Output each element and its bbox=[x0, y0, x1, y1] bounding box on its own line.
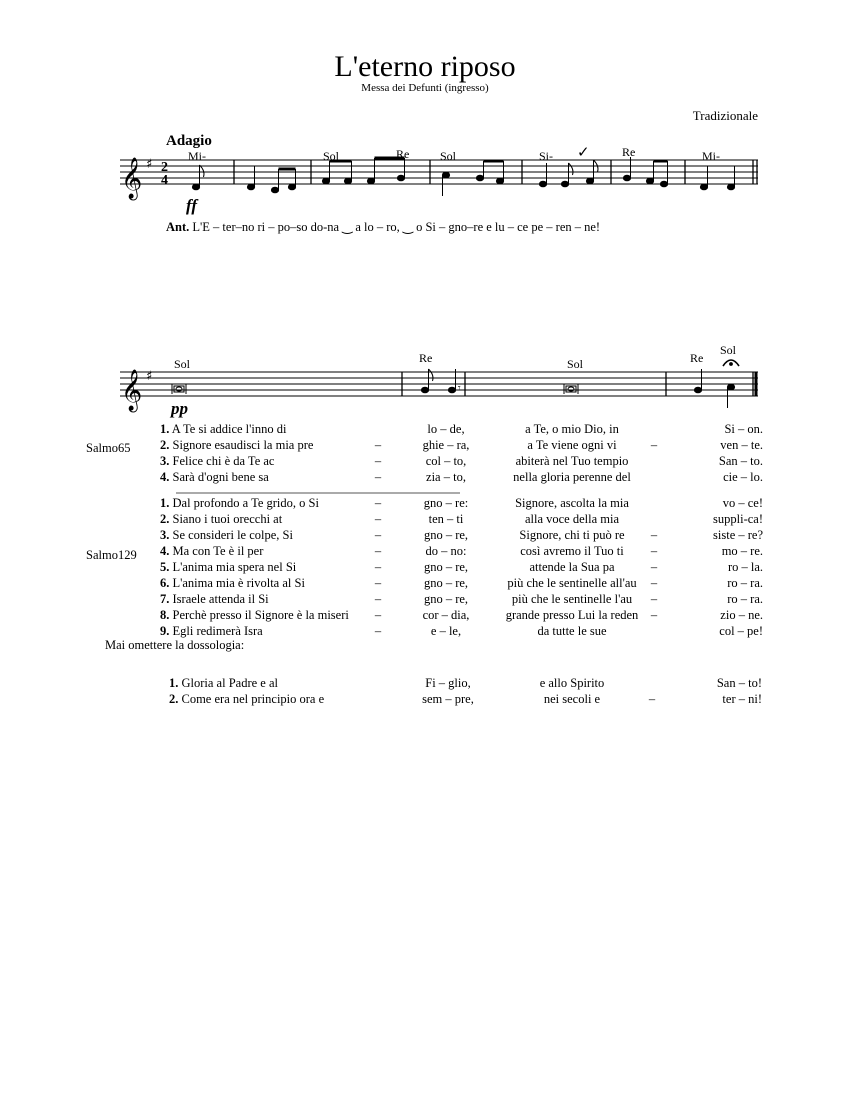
breath-mark-icon: ✓ bbox=[577, 143, 590, 161]
verse-text-a: 2. Come era nel principio ora e bbox=[169, 692, 325, 706]
hyphen: – bbox=[374, 624, 382, 638]
hyphen: – bbox=[374, 438, 382, 452]
verse-text-a: 9. Egli redimerà Isra bbox=[160, 624, 263, 638]
verse-text-a: 1. A Te si addice l'inno di bbox=[160, 422, 287, 436]
verse-text-c: a Te viene ogni vi bbox=[527, 438, 617, 452]
hyphen: – bbox=[374, 470, 382, 484]
verse-text-a: 3. Se consideri le colpe, Si bbox=[160, 528, 293, 542]
chord-symbol: Re bbox=[622, 145, 636, 159]
hyphen: – bbox=[374, 528, 382, 542]
verse-text-b: gno – re, bbox=[423, 576, 469, 590]
chord-symbol: Mi- bbox=[188, 149, 206, 163]
verse-text-b: gno – re, bbox=[423, 592, 469, 606]
verse-text-c: più che le sentinelle all'au bbox=[507, 576, 637, 590]
hyphen: – bbox=[650, 528, 658, 542]
lyrics-label: Ant. bbox=[166, 220, 190, 234]
verse-text-b: gno – re, bbox=[423, 560, 469, 574]
score-subtitle: Messa dei Defunti (ingresso) bbox=[361, 82, 489, 94]
verse-text-a: 4. Sarà d'ogni bene sa bbox=[160, 470, 269, 484]
hyphen: – bbox=[648, 692, 656, 706]
verse-text-d: San – to! bbox=[716, 676, 762, 690]
verse-text-b: ten – ti bbox=[428, 512, 464, 526]
verse-text-b: do – no: bbox=[425, 544, 467, 558]
svg-text:𝄞: 𝄞 bbox=[121, 370, 143, 411]
chord-symbol: Sol bbox=[323, 149, 340, 163]
verse-text-a: 1. Dal profondo a Te grido, o Si bbox=[160, 496, 319, 510]
verse-text-a: 8. Perchè presso il Signore è la miseri bbox=[160, 608, 349, 622]
verse-text-b: zia – to, bbox=[426, 470, 466, 484]
hyphen: – bbox=[650, 438, 658, 452]
verse-text-c: nella gloria perenne del bbox=[513, 470, 631, 484]
verse-text-d: ro – ra. bbox=[727, 576, 763, 590]
verse-text-d: col – pe! bbox=[719, 624, 763, 638]
hyphen: – bbox=[650, 576, 658, 590]
lyrics-line bbox=[166, 219, 600, 235]
hyphen: – bbox=[650, 560, 658, 574]
hyphen: – bbox=[374, 576, 382, 590]
chord-symbol: Re bbox=[419, 351, 433, 365]
psalm-label: Salmo129 bbox=[86, 548, 137, 562]
verse-text-a: 6. L'anima mia è rivolta al Si bbox=[160, 576, 305, 590]
verse-text-c: abiterà nel Tuo tempio bbox=[515, 454, 629, 468]
hyphen: – bbox=[374, 592, 382, 606]
chord-symbol: Sol bbox=[174, 357, 191, 371]
hyphen: – bbox=[374, 512, 382, 526]
verse-text-a: 1. Gloria al Padre e al bbox=[169, 676, 278, 690]
verse-text-b: gno – re: bbox=[423, 496, 469, 510]
verse-text-a: 4. Ma con Te è il per bbox=[160, 544, 264, 558]
verse-text-c: attende la Sua pa bbox=[529, 560, 615, 574]
svg-text:♯: ♯ bbox=[146, 369, 153, 384]
psalm-label: Salmo65 bbox=[86, 441, 131, 455]
chord-symbol: Re bbox=[690, 351, 704, 365]
verse-text-b: lo – de, bbox=[427, 422, 465, 436]
chord-symbol: Sol bbox=[567, 357, 584, 371]
verse-text-a: 2. Signore esaudisci la mia pre bbox=[160, 438, 314, 452]
verse-text-b: e – le, bbox=[430, 624, 462, 638]
dynamic-pp: pp bbox=[171, 399, 188, 418]
verse-text-b: col – to, bbox=[425, 454, 467, 468]
svg-text:4: 4 bbox=[161, 173, 168, 188]
verse-text-b: ghie – ra, bbox=[422, 438, 470, 452]
verse-text-d: ter – ni! bbox=[722, 692, 762, 706]
verse-text-b: Fi – glio, bbox=[425, 676, 471, 690]
verse-text-d: mo – re. bbox=[721, 544, 763, 558]
verse-text-d: ro – la. bbox=[727, 560, 763, 574]
verse-text-b: cor – dia, bbox=[422, 608, 470, 622]
verse-text-c: da tutte le sue bbox=[537, 624, 607, 638]
hyphen: – bbox=[374, 496, 382, 510]
dynamic-ff: ff bbox=[186, 196, 198, 215]
verse-text-c: così avremo il Tuo ti bbox=[520, 544, 624, 558]
hyphen: – bbox=[374, 544, 382, 558]
hyphen: – bbox=[374, 560, 382, 574]
svg-text:2: 2 bbox=[161, 160, 168, 175]
verse-text-d: Si – on. bbox=[724, 422, 763, 436]
chord-symbol: Si- bbox=[539, 149, 554, 163]
verse-text-c: Signore, ascolta la mia bbox=[515, 496, 629, 510]
verse-text-d: vo – ce! bbox=[722, 496, 763, 510]
verse-text-d: San – to. bbox=[718, 454, 763, 468]
hyphen: – bbox=[374, 608, 382, 622]
tempo-marking: Adagio bbox=[166, 133, 212, 149]
svg-text:♯: ♯ bbox=[146, 157, 153, 172]
verse-text-c: più che le sentinelle l'au bbox=[511, 592, 633, 606]
verse-text-d: cie – lo. bbox=[723, 470, 763, 484]
verse-text-c: e allo Spirito bbox=[539, 676, 605, 690]
chord-symbol: Re bbox=[396, 147, 410, 161]
svg-text:𝄾: 𝄾 bbox=[458, 383, 461, 394]
hyphen: – bbox=[650, 608, 658, 622]
verse-text-a: 5. L'anima mia spera nel Si bbox=[160, 560, 297, 574]
verse-text-d: ro – ra. bbox=[727, 592, 763, 606]
svg-text:𝄞: 𝄞 bbox=[121, 158, 143, 199]
antiphon-lyrics: L'E – ter–no ri – po–so do-na ‿ a lo – ro, ‿ o Si – gno–re e lu – ce pe – ren – ne! bbox=[192, 220, 601, 234]
hyphen: – bbox=[374, 454, 382, 468]
verse-text-b: sem – pre, bbox=[422, 692, 474, 706]
doxology-note: Mai omettere la dossologia: bbox=[105, 638, 245, 652]
chord-symbol: Mi- bbox=[702, 149, 720, 163]
verse-text-a: 3. Felice chi è da Te ac bbox=[160, 454, 275, 468]
verse-text-c: alla voce della mia bbox=[524, 512, 620, 526]
chord-symbol: Sol bbox=[720, 343, 737, 357]
chord-symbol: Sol bbox=[440, 149, 457, 163]
verse-text-d: siste – re? bbox=[713, 528, 763, 542]
verse-text-d: ven – te. bbox=[720, 438, 763, 452]
verse-text-c: nei secoli e bbox=[543, 692, 601, 706]
verse-text-c: grande presso Lui la reden bbox=[505, 608, 639, 622]
hyphen: – bbox=[650, 544, 658, 558]
verse-text-d: suppli-ca! bbox=[713, 512, 763, 526]
score-title: L'eterno riposo bbox=[334, 50, 516, 83]
verse-text-c: Signore, chi ti può re bbox=[519, 528, 625, 542]
verse-text-b: gno – re, bbox=[423, 528, 469, 542]
composer: Tradizionale bbox=[692, 108, 758, 123]
verse-text-a: 7. Israele attenda il Si bbox=[160, 592, 269, 606]
verse-text-d: zio – ne. bbox=[720, 608, 763, 622]
verse-text-c: a Te, o mio Dio, in bbox=[525, 422, 619, 436]
hyphen: – bbox=[650, 592, 658, 606]
verse-text-a: 2. Siano i tuoi orecchi at bbox=[160, 512, 283, 526]
